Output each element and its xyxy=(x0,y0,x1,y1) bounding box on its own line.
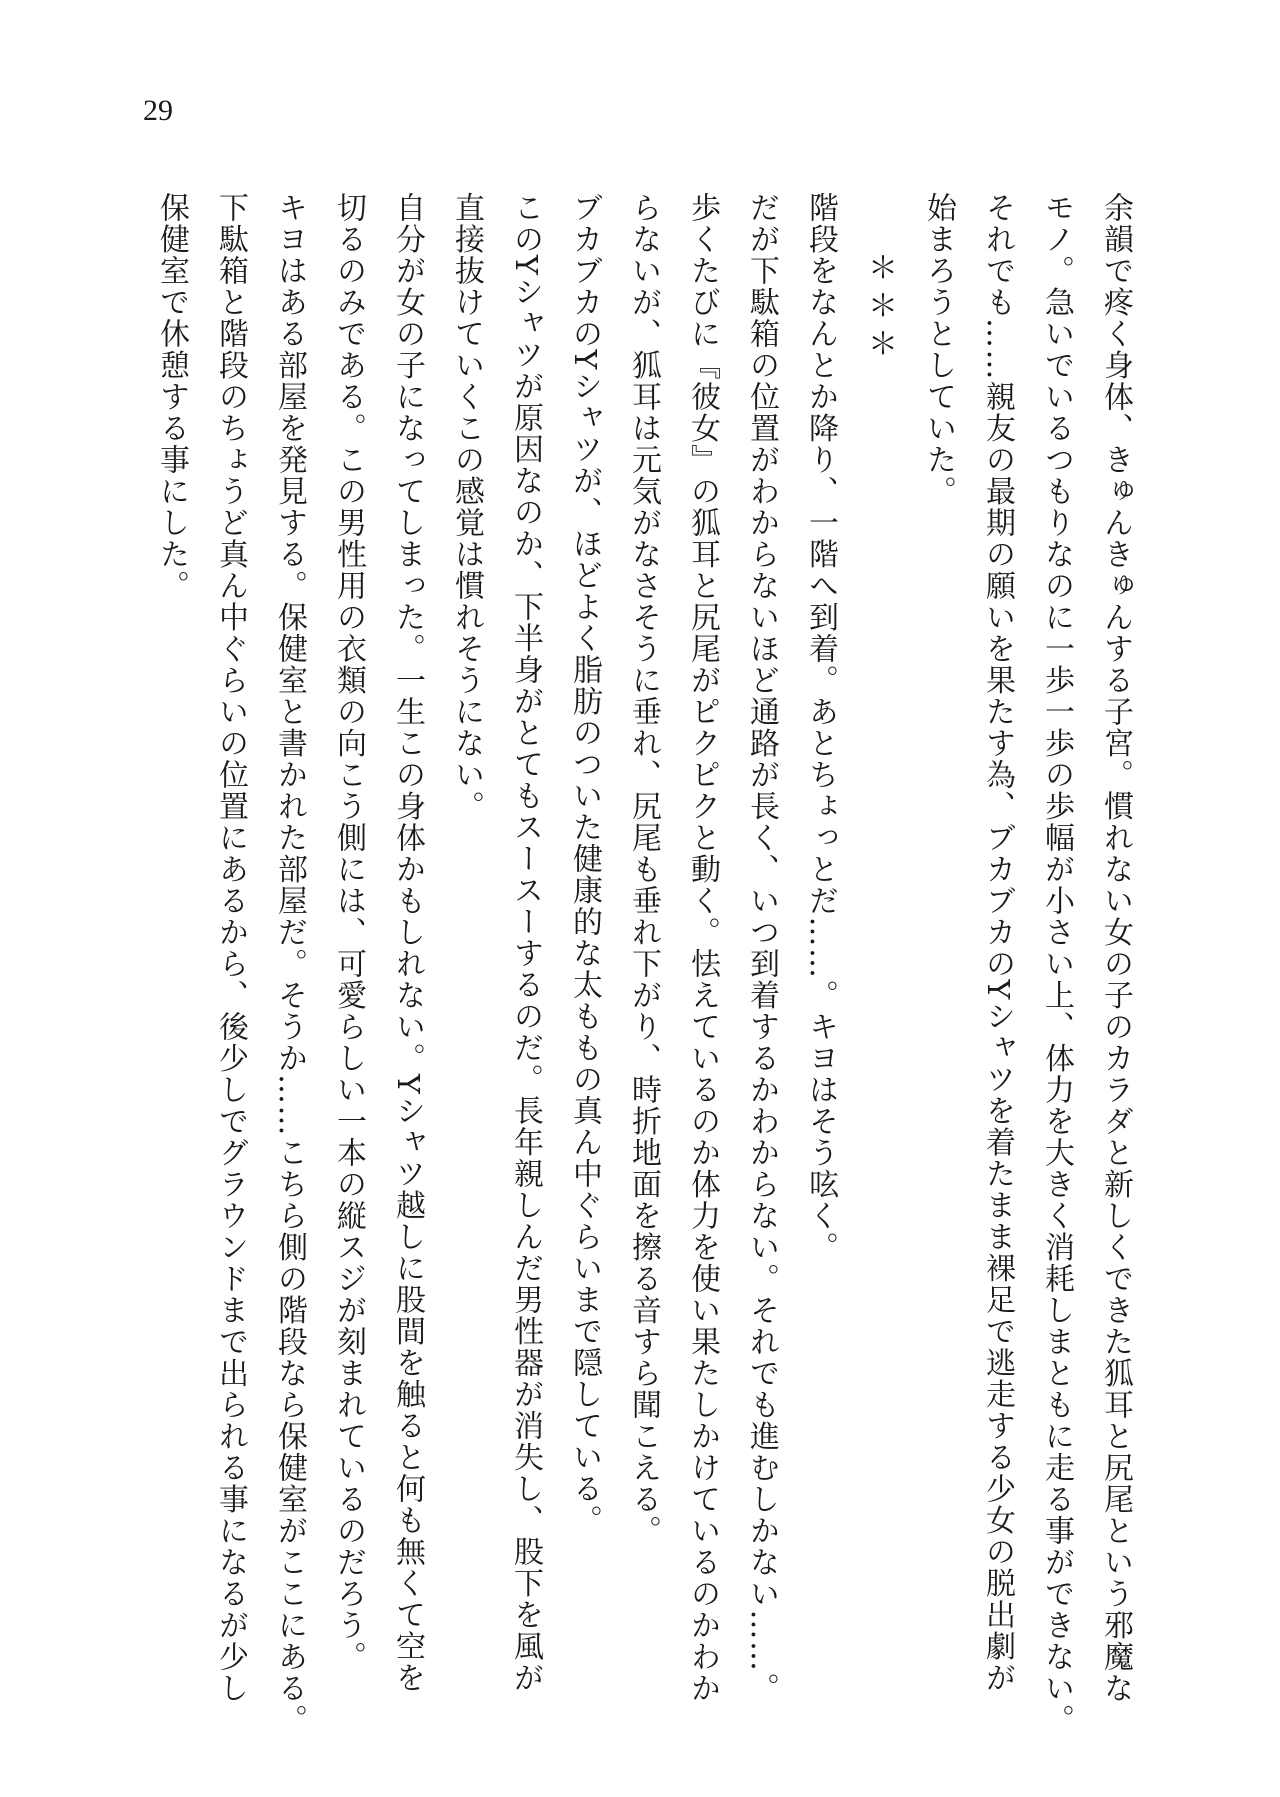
text-line-8: 階段をなんとか降り、一階へ到着。あとちょっとだ……。キヨはそう呟く。 xyxy=(803,192,838,1263)
text-line-2: モノ。急いでいるつもりなのに一歩一歩の歩幅が小さい上、体力を大きく消耗しまともに走る事ができない。 xyxy=(1039,192,1074,1736)
text-line-15: 自分が女の子になってしまった。一生この身体かもしれない。Yシャツ越しに股間を触ると何も無くて空を xyxy=(390,192,425,1694)
text-line-4: 始まろうとしていた。 xyxy=(921,192,956,507)
text-line-12: ブカブカのYシャツが、ほどよく脂肪のついた健康的な太ももの真ん中ぐらいまで隠している。 xyxy=(567,192,602,1537)
text-line-17: キヨはある部屋を発見する。保健室と書かれた部屋だ。そうか……こちら側の階段なら保健室がここにある。 xyxy=(272,192,307,1736)
text-line-18: 下駄箱と階段のちょうど真ん中ぐらいの位置にあるから、後少しでグラウンドまで出られる事になるが少し xyxy=(213,192,248,1704)
page-number: 29 xyxy=(143,94,173,127)
text-line-10: 歩くたびに『彼女』の狐耳と尻尾がピクピクと動く。怯えているのか体力を使い果たしかけているのかわか xyxy=(685,192,720,1704)
text-line-3: それでも……親友の最期の願いを果たす為、ブカブカのYシャツを着たまま裸足で逃走する少女の脱出劇が xyxy=(980,192,1015,1694)
text-line-13: このYシャツが原因なのか、下半身がとてもスースーするのだ。長年親しんだ男性器が消失し、股下を風が xyxy=(508,192,543,1694)
vertical-text-body xyxy=(142,192,1145,1736)
text-line-19: 保健室で休憩する事にした。 xyxy=(154,192,189,602)
section-separator: ＊＊＊ xyxy=(862,252,897,366)
text-line-9: だが下駄箱の位置がわからないほど通路が長く、いつ到着するかわからない。それでも進むしかない……。 xyxy=(744,192,779,1704)
text-line-16: 切るのみである。この男性用の衣類の向こう側には、可愛らしい一本の縦スジが刻まれているのだろう。 xyxy=(331,192,366,1673)
text-line-14: 直接抜けていくこの感覚は慣れそうにない。 xyxy=(449,192,484,822)
text-line-11: らないが、狐耳は元気がなさそうに垂れ、尻尾も垂れ下がり、時折地面を擦る音すら聞こえる。 xyxy=(626,192,661,1547)
text-line-1: 余韻で疼く身体、きゅんきゅんする子宮。慣れない女の子のカラダと新しくできた狐耳と尻尾という邪魔な xyxy=(1098,192,1133,1704)
